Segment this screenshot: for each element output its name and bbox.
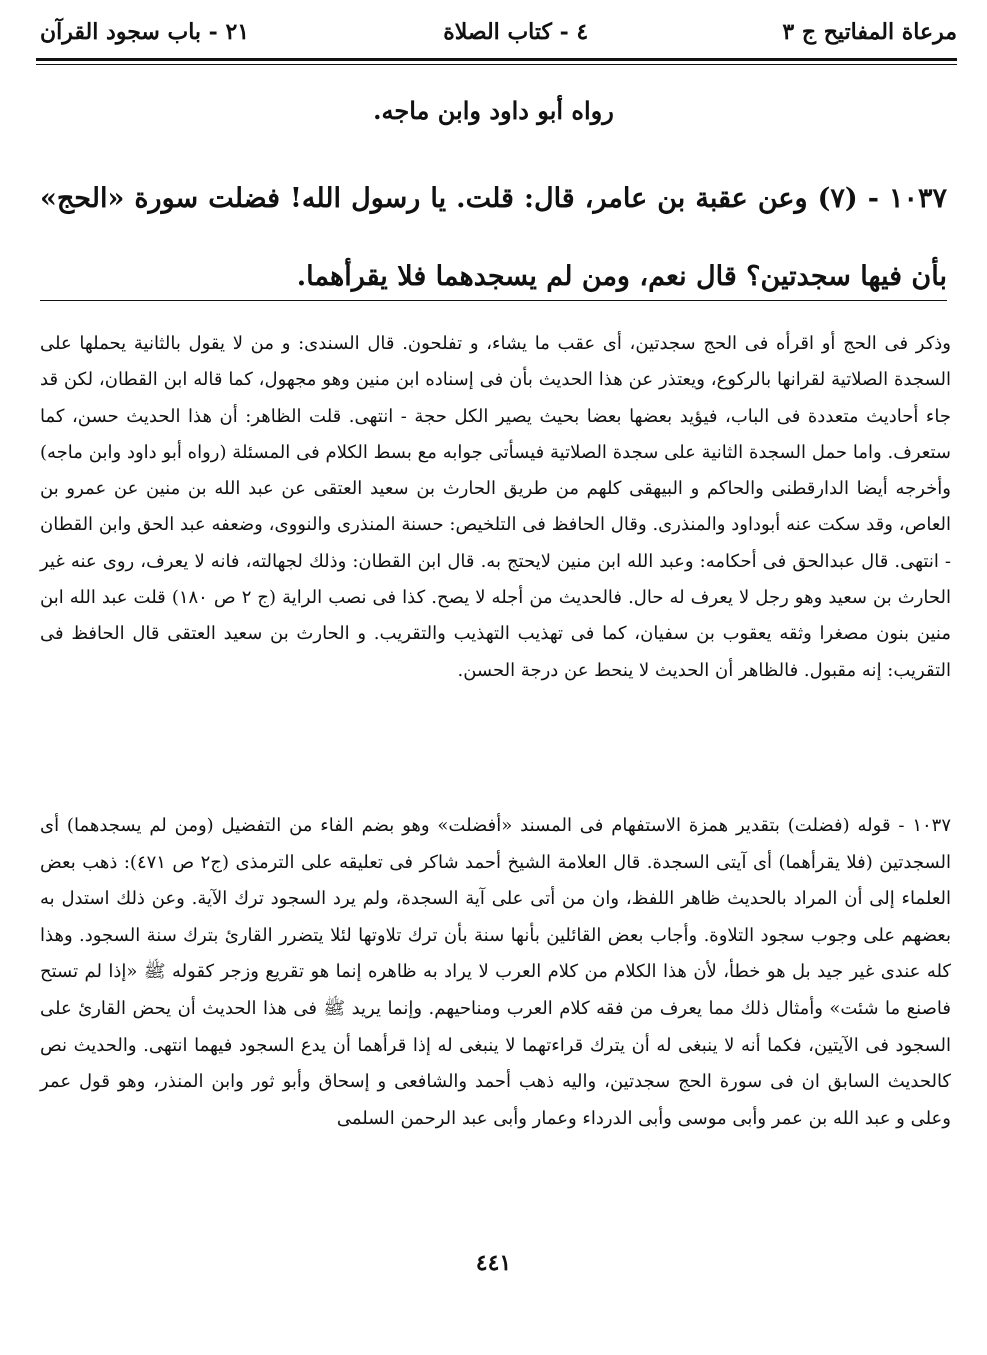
narration-note: رواه أبو داود وابن ماجه. [373,96,614,125]
header-chapter: ٤ - كتاب الصلاة [443,19,589,45]
section-divider [40,300,947,301]
header-book-title: مرعاة المفاتيح ج ٣ [782,19,957,45]
commentary-block-1 [40,326,951,689]
page-number: ٤٤١ [475,1250,512,1276]
header-section: ٢١ - باب سجود القرآن [40,19,250,45]
commentary-block-2 [40,808,951,1137]
running-header [40,12,957,52]
commentary-paragraph-2: ١٠٣٧ - قوله (فضلت) بتقدير همزة الاستفهام فى المسند «أفضلت» وهو بضم الفاء من التفضيل (ومن لم يسجدهما) أى السجدتين (فلا يقرأهما) أى آيتى السجدة. قال العلامة الشيخ أحمد شاكر فى تعليقه على الترمذى (ج٢ ص ٤٧١): ذهب بعض العلماء إلى أن المراد بالحديث ظاهر اللفظ، وان من أتى على آية السجدة، ولم يرد السجود ترك الآية. وعن ذلك استدل به بعضهم على وجوب سجود التلاوة. وأجاب بعض القائلين بأنها سنة بأن ترك تلاوتها لئلا يتضرر القارئ بترك سنة السجود. وهذا كله عندى غير جيد بل هو خطأ، لأن هذا الكلام من كلام العرب لا يراد به ظاهره إنما هو تقريع وزجر كقوله ﷺ «إذا لم تستح فاصنع ما شئت» وأمثال ذلك مما يعرف من فقه كلام العرب ومناحيهم. وإنما يريد ﷺ فى هذا الحديث أن يحض القارئ على السجود فى الآيتين، فكما أنه لا ينبغى له أن يترك قراءتهما لا ينبغى له إذا قرأهما أن يدع السجود فيهما انتهى. والحديث نص كالحديث السابق ان فى سورة الحج سجدتين، واليه ذهب أحمد والشافعى و إسحاق وأبو ثور وابن المنذر، وهو قول عمر وعلى و عبد الله بن عمر وأبى موسى وأبى الدرداء وعمار وأبى عبد الرحمن السلمى [40,815,951,1129]
header-rule [36,58,957,61]
commentary-paragraph-1: وذكر فى الحج أو اقرأه فى الحج سجدتين، أى عقب ما يشاء، و تفلحون. قال السندى: و من لا يقول بالثانية يحملها على السجدة الصلاتية لقرانها بالركوع، ويعتذر عن هذا الحديث بأن فى إسناده ابن منين وهو مجهول، كما قاله ابن القطان، لكن قد جاء أحاديث متعددة فى الباب، فيؤيد بعضها بعضا بحيث يصير الكل حجة - انتهى. قلت الظاهر: أن هذا الحديث حسن، كما ستعرف. واما حمل السجدة الثانية على سجدة الصلاتية فيسأتى جوابه مع بسط الكلام فى المسئلة (رواه أبو داود وابن ماجه) وأخرجه أيضا الدارقطنى والحاكم و البيهقى كلهم من طريق الحارث بن سعيد العتقى عن عبد الله بن منين عن عمرو بن العاص، وقد سكت عنه أبوداود والمنذرى. وقال الحافظ فى التلخيص: حسنة المنذرى والنووى، وضعفه عبد الحق وابن القطان - انتهى. قال عبدالحق فى أحكامه: وعبد الله ابن منين لايحتج به. قال ابن القطان: وذلك لجهالته، فانه لا يعرف، روى عنه غير الحارث بن سعيد وهو رجل لا يعرف له حال. فالحديث من أجله لا يصح. كذا فى نصب الراية (ج ٢ ص ١٨٠) قلت عبد الله ابن منين بنون مصغرا وثقه يعقوب بن سفيان، كما فى تهذيب التهذيب والتقريب. و الحارث بن سعيد العتقى قال الحافظ فى التقريب: إنه مقبول. فالظاهر أن الحديث لا ينحط عن درجة الحسن. [40,333,951,681]
hadith-text: ١٠٣٧ - (٧) وعن عقبة بن عامر، قال: قلت. يا رسول الله! فضلت سورة «الحج» بأن فيها سجدتين؟ قال نعم، ومن لم يسجدهما فلا يقرأهما. [40,183,948,292]
header-rule-thin [36,64,957,65]
